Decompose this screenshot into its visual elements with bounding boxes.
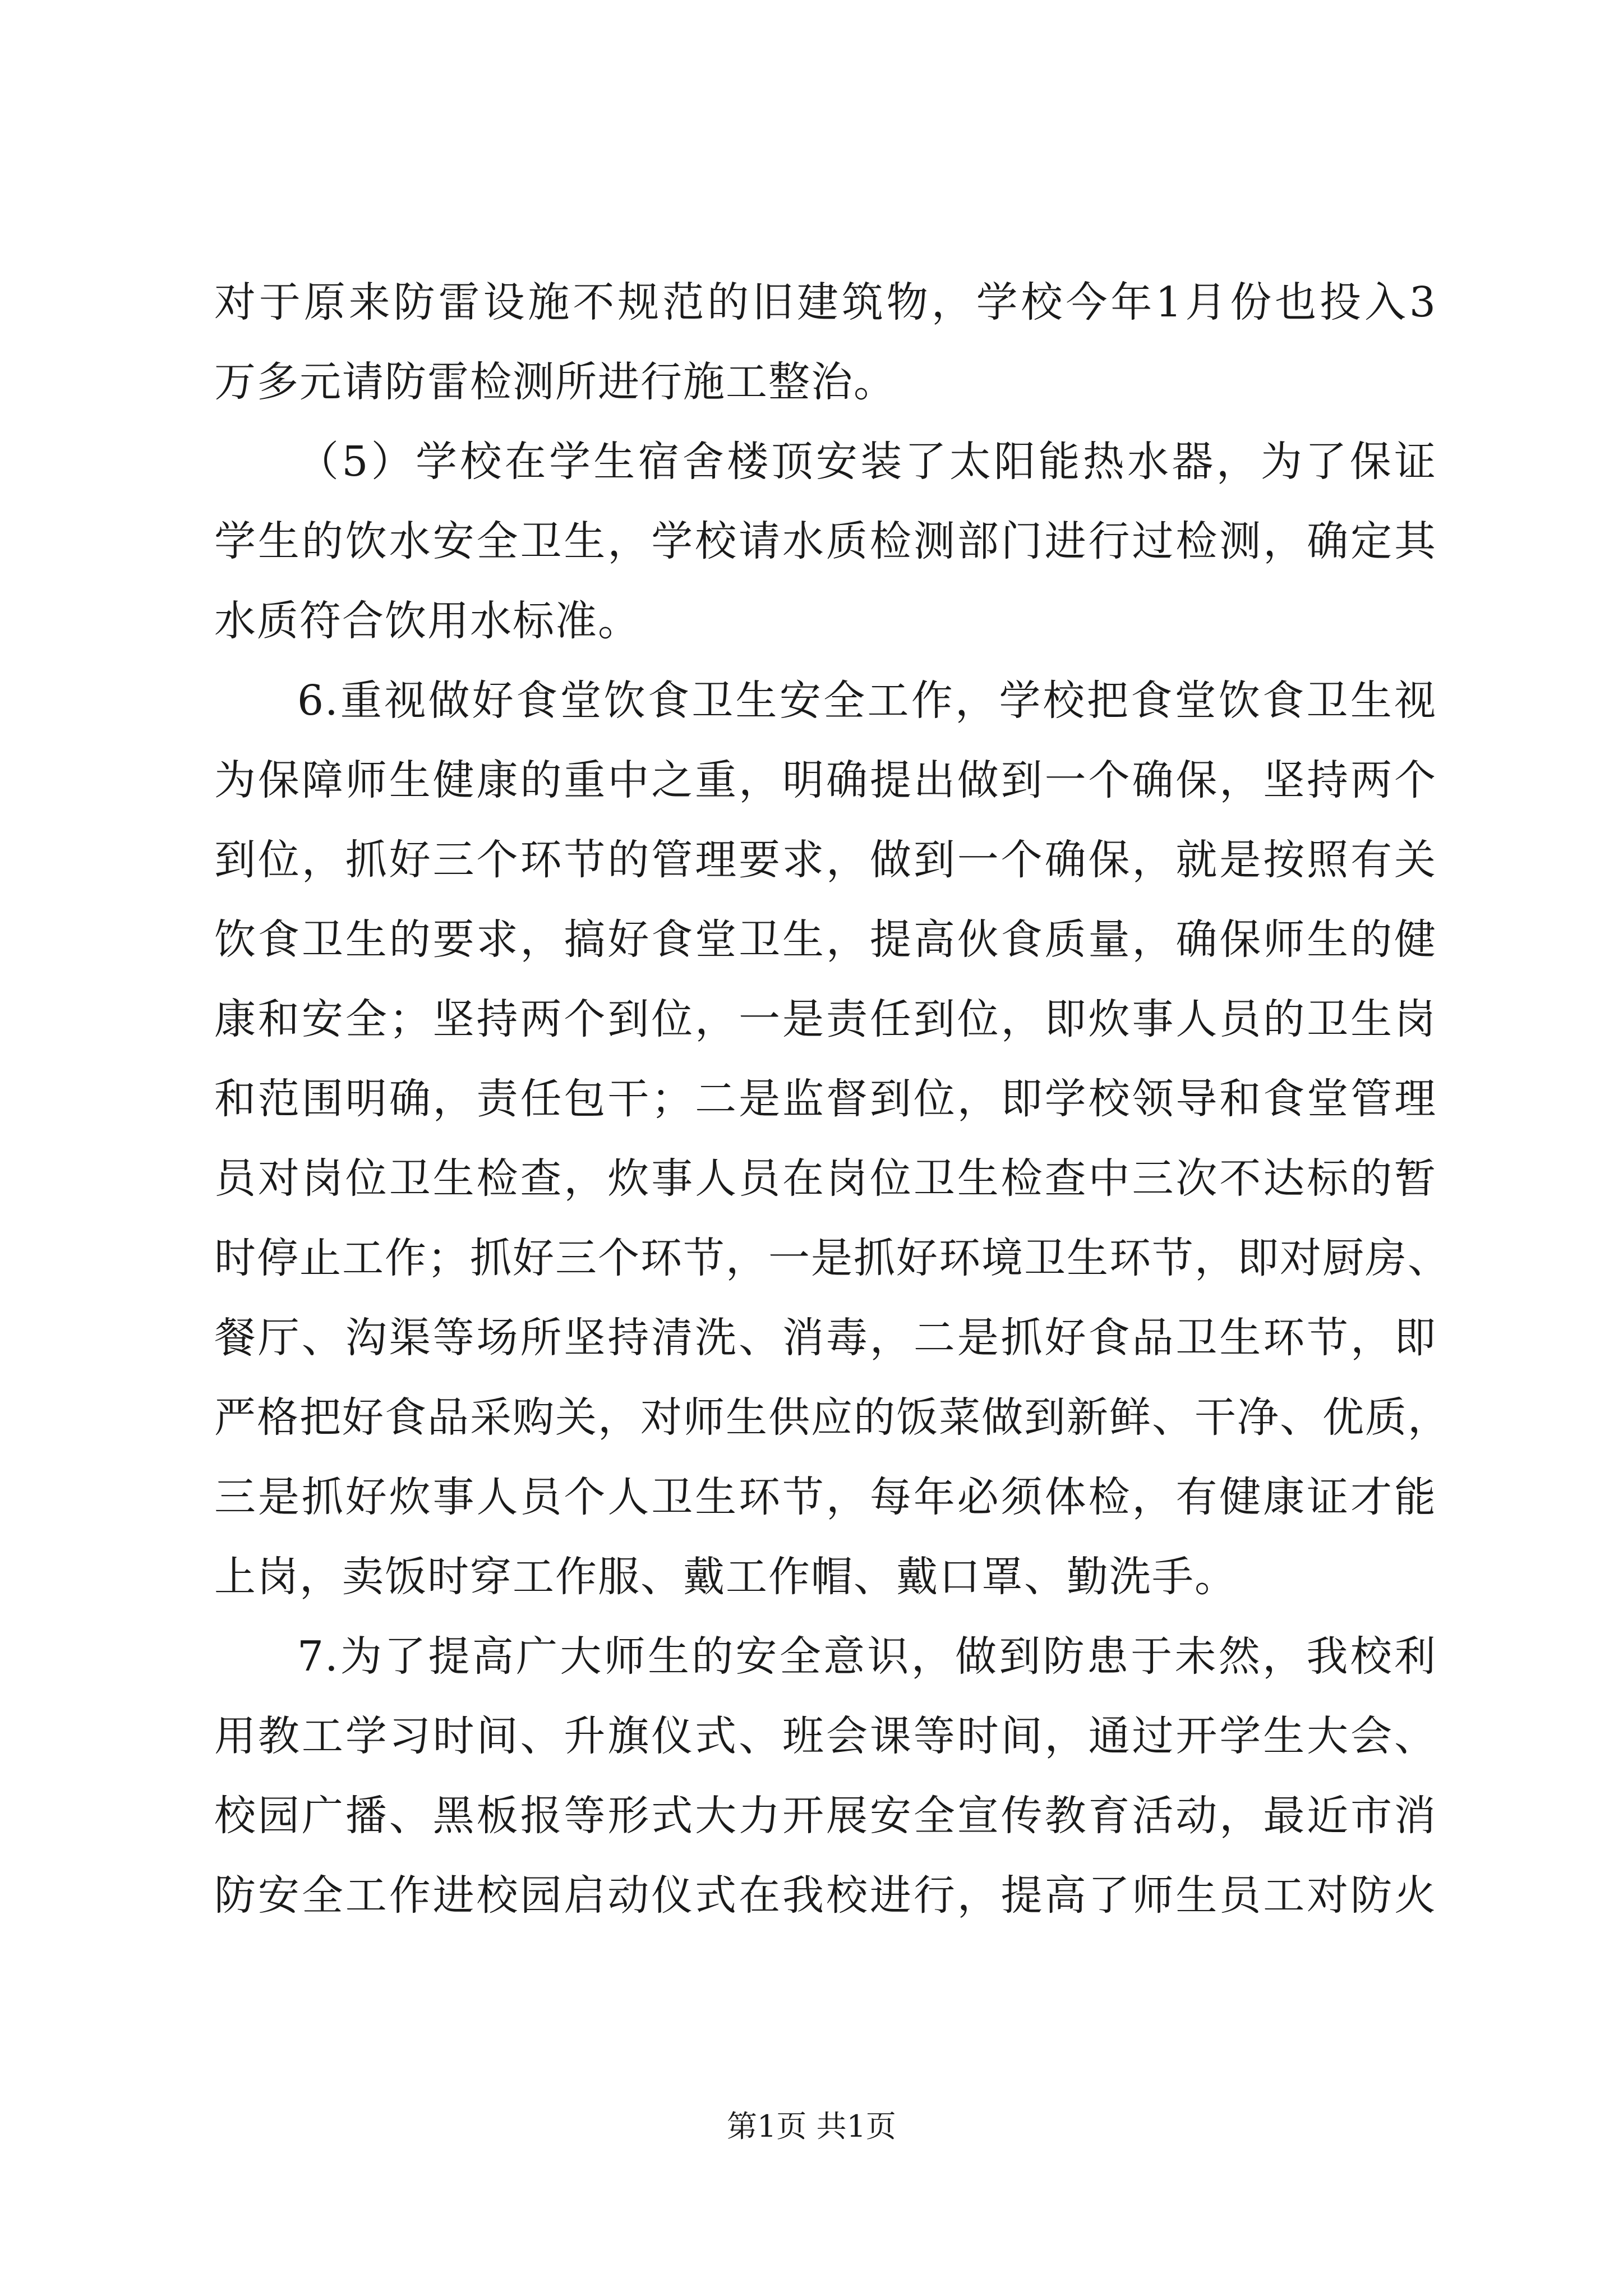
text-line: 为保障师生健康的重中之重，明确提出做到一个确保，坚持两个 — [214, 756, 1437, 804]
text-line: 员对岗位卫生检查，炊事人员在岗位卫生检查中三次不达标的暂 — [214, 1154, 1437, 1203]
text-line: 时停止工作；抓好三个环节，一是抓好环境卫生环节，即对厨房、 — [214, 1234, 1450, 1282]
text-line: 7.为了提高广大师生的安全意识，做到防患于未然，我校利 — [297, 1632, 1437, 1681]
text-line: 万多元请防雷检测所进行施工整治。 — [214, 358, 896, 406]
text-line: （5）学校在学生宿舍楼顶安装了太阳能热水器，为了保证 — [297, 438, 1437, 486]
text-line: 学生的饮水安全卫生，学校请水质检测部门进行过检测，确定其 — [214, 517, 1437, 565]
text-line: 三是抓好炊事人员个人卫生环节，每年必须体检，有健康证才能 — [214, 1473, 1437, 1521]
text-line: 和范围明确，责任包干；二是监督到位，即学校领导和食堂管理 — [214, 1075, 1437, 1123]
text-line: 到位，抓好三个环节的管理要求，做到一个确保，就是按照有关 — [214, 836, 1437, 884]
text-line: 康和安全；坚持两个到位，一是责任到位，即炊事人员的卫生岗 — [214, 995, 1437, 1043]
text-line: 6.重视做好食堂饮食卫生安全工作，学校把食堂饮食卫生视 — [297, 677, 1437, 725]
text-line: 对于原来防雷设施不规范的旧建筑物，学校今年1月份也投入3 — [214, 278, 1437, 326]
document-body — [214, 263, 1450, 1935]
page-footer: 第1页 共1页 — [727, 2109, 896, 2144]
text-line: 校园广播、黑板报等形式大力开展安全宣传教育活动，最近市消 — [214, 1792, 1437, 1840]
text-line: 饮食卫生的要求，搞好食堂卫生，提高伙食质量，确保师生的健 — [214, 915, 1437, 964]
text-line: 上岗，卖饭时穿工作服、戴工作帽、戴口罩、勤洗手。 — [214, 1553, 1237, 1601]
text-line: 餐厅、沟渠等场所坚持清洗、消毒，二是抓好食品卫生环节，即 — [214, 1314, 1437, 1362]
text-line: 用教工学习时间、升旗仪式、班会课等时间，通过开学生大会、 — [214, 1712, 1437, 1760]
text-line: 防安全工作进校园启动仪式在我校进行，提高了师生员工对防火 — [214, 1871, 1437, 1920]
text-line: 水质符合饮用水标准。 — [214, 597, 640, 645]
text-line: 严格把好食品采购关，对师生供应的饭菜做到新鲜、干净、优质， — [214, 1393, 1450, 1442]
